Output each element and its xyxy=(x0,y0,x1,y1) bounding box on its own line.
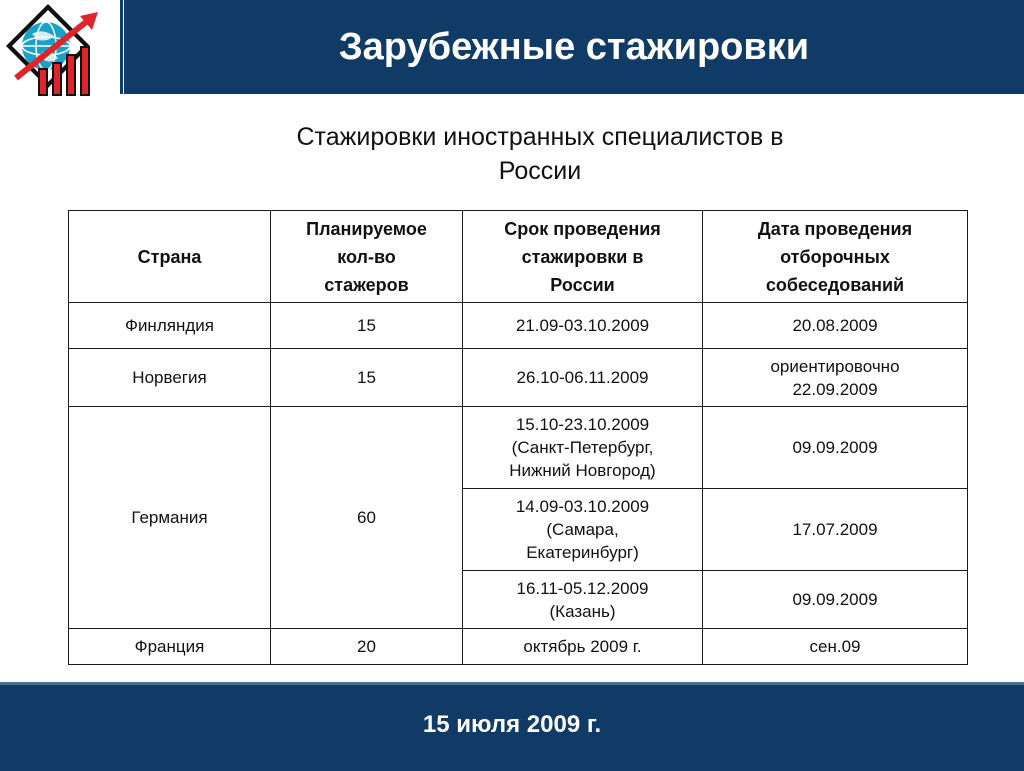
cell-interview xyxy=(703,349,968,407)
cell-period-line: 16.11-05.12.2009 xyxy=(516,578,649,598)
table-row xyxy=(69,349,968,407)
table-row xyxy=(69,303,968,349)
cell-period-line: (Санкт-Петербург, xyxy=(511,438,654,457)
header-period-line: России xyxy=(550,274,615,295)
cell-country: Норвегия xyxy=(69,349,271,407)
header-country: Страна xyxy=(69,211,271,303)
page-title: Зарубежные стажировки xyxy=(338,25,810,68)
header-period-line: стажировки в xyxy=(521,246,644,267)
header-interview-line: собеседований xyxy=(765,274,905,295)
cell-interview-line: ориентировочно xyxy=(770,356,900,376)
cell-interview: 17.07.2009 xyxy=(703,489,968,571)
cell-country: Финляндия xyxy=(69,303,271,349)
header-period xyxy=(463,211,703,303)
cell-interview: 09.09.2009 xyxy=(703,407,968,489)
cell-interview: 09.09.2009 xyxy=(703,571,968,629)
subtitle-line-1: Стажировки иностранных специалистов в xyxy=(296,123,784,151)
logo-icon xyxy=(2,2,106,102)
cell-period xyxy=(463,571,703,629)
header-planned-line: Планируемое xyxy=(306,218,427,239)
table-row xyxy=(69,407,968,489)
cell-interview-line: 22.09.2009 xyxy=(792,379,878,399)
cell-country: Франция xyxy=(69,629,271,665)
cell-count: 15 xyxy=(271,349,463,407)
header-interview xyxy=(703,211,968,303)
footer-date: 15 июля 2009 г. xyxy=(422,711,602,738)
header-period-line: Срок проведения xyxy=(504,218,661,239)
cell-period-line: (Казань) xyxy=(549,601,616,621)
cell-count: 15 xyxy=(271,303,463,349)
header-planned-line: стажеров xyxy=(324,274,409,295)
cell-period-line: Нижний Новгород) xyxy=(509,461,656,480)
cell-period-line: 15.10-23.10.2009 xyxy=(515,415,650,434)
cell-count: 60 xyxy=(271,407,463,629)
internships-table xyxy=(68,210,968,665)
cell-period xyxy=(463,489,703,571)
header-interview-line: Дата проведения xyxy=(757,218,913,239)
table-header-row xyxy=(69,211,968,303)
cell-country: Германия xyxy=(69,407,271,629)
cell-period: 26.10-06.11.2009 xyxy=(463,349,703,407)
cell-interview: сен.09 xyxy=(703,629,968,665)
subtitle xyxy=(240,120,840,188)
table-row xyxy=(69,629,968,665)
cell-period-line: (Самара, xyxy=(546,520,619,539)
header-interview-line: отборочных xyxy=(780,246,890,267)
header-planned-line: кол-во xyxy=(337,246,396,267)
cell-period-line: Екатеринбург) xyxy=(526,543,639,562)
cell-interview: 20.08.2009 xyxy=(703,303,968,349)
cell-period xyxy=(463,407,703,489)
cell-period: 21.09-03.10.2009 xyxy=(463,303,703,349)
header-planned xyxy=(271,211,463,303)
cell-period: октябрь 2009 г. xyxy=(463,629,703,665)
cell-count: 20 xyxy=(271,629,463,665)
cell-period-line: 14.09-03.10.2009 xyxy=(515,497,650,516)
subtitle-line-2: России xyxy=(498,157,582,185)
